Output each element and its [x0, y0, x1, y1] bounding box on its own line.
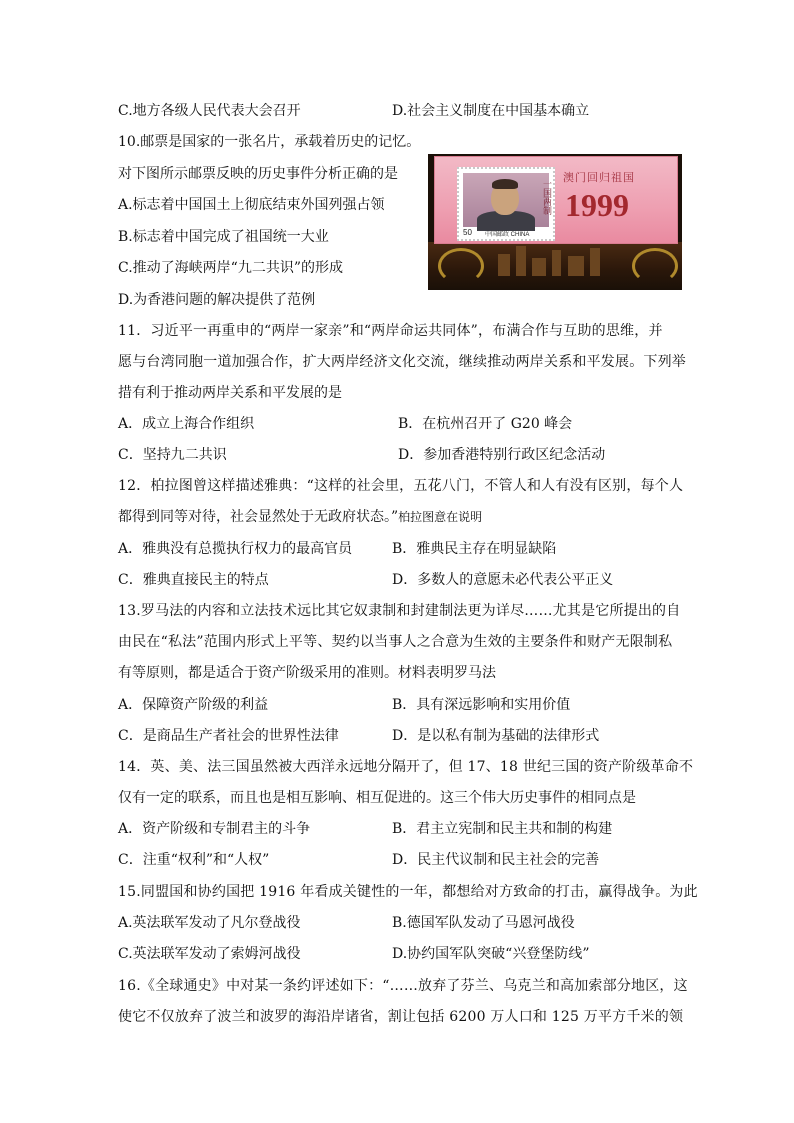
q13-option-b: B．具有深远影响和实用价值	[392, 697, 571, 713]
q11-stem-line3: 措有利于推动两岸关系和平发展的是	[118, 385, 342, 401]
stamp-year: 1999	[565, 187, 629, 223]
q14-option-b: B．君主立宪制和民主共和制的构建	[392, 821, 613, 837]
q14-stem-line2: 仅有一定的联系，而且也是相互影响、相互促进的。这三个伟大历史事件的相同点是	[118, 790, 636, 806]
q10-stem-line2: 对下图所示邮票反映的历史事件分析正确的是	[118, 166, 398, 182]
q13-stem-line3: 有等原则，都是适合于资产阶级采用的准则。材料表明罗马法	[118, 665, 496, 681]
q11-option-b: B．在杭州召开了 G20 峰会	[398, 416, 573, 432]
q12-option-a: A．雅典没有总揽执行权力的最高官员	[118, 541, 353, 557]
q11-stem: 11．习近平一再重申的“两岸一家亲”和“两岸命运共同体”，布满合作与互助的思维，并	[118, 323, 663, 339]
q11-option-a: A．成立上海合作组织	[118, 416, 255, 432]
q12-option-d: D．多数人的意愿未必代表公平正义	[392, 572, 614, 588]
q11-stem-line2: 愿与台湾同胞一道加强合作，扩大两岸经济文化交流，继续推动两岸关系和平发展。下列举	[118, 354, 686, 370]
stamp-calligraphy: 一国两制	[541, 179, 551, 215]
q10-option-d: D.为香港问题的解决提供了范例	[118, 292, 316, 308]
q12-option-c: C．雅典直接民主的特点	[118, 572, 269, 588]
q15-option-d: D.协约国军队突破“兴登堡防线”	[392, 946, 590, 962]
q10-option-b: B.标志着中国完成了祖国统一大业	[118, 229, 329, 245]
q11-option-d: D．参加香港特别行政区纪念活动	[398, 447, 606, 463]
q16-stem: 16.《全球通史》中对某一条约评述如下：“……放弃了芬兰、乌克兰和高加索部分地区，这	[118, 978, 688, 994]
q12-option-b: B．雅典民主存在明显缺陷	[392, 541, 557, 557]
q14-option-c: C．注重“权利”和“人权”	[118, 852, 270, 868]
dragon-ornament-right	[632, 248, 678, 284]
q13-option-a: A．保障资产阶级的利益	[118, 697, 269, 713]
q13-stem-line2: 由民在“私法”范围内形式上平等、契约以当事人之合意为生效的主要条件和财产无限制私	[118, 634, 673, 650]
q10-option-c: C.推动了海峡两岸“九二共识”的形成	[118, 260, 343, 276]
q9-option-d: D.社会主义制度在中国基本确立	[392, 103, 590, 119]
stamp	[457, 167, 555, 241]
q14-option-a: A．资产阶级和专制君主的斗争	[118, 821, 311, 837]
q13-stem: 13.罗马法的内容和立法技术远比其它奴隶制和封建制法更为详尽……尤其是它所提出的自	[118, 603, 681, 619]
q14-option-d: D．民主代议制和民主社会的完善	[392, 852, 600, 868]
q15-option-a: A.英法联军发动了凡尔登战役	[118, 915, 301, 931]
q12-stem: 12．柏拉图曾这样描述雅典：“这样的社会里，五花八门，不管人和人有没有区别，每个人	[118, 478, 684, 494]
q12-stem-line2: 都得到同等对待，社会显然处于无政府状态。”柏拉图意在说明	[118, 509, 483, 525]
q13-option-d: D．是以私有制为基础的法律形式	[392, 728, 600, 744]
q14-stem: 14．英、美、法三国虽然被大西洋永远地分隔开了，但 17、18 世纪三国的资产阶级革命不	[118, 759, 694, 775]
q13-option-c: C．是商品生产者社会的世界性法律	[118, 728, 339, 744]
q9-option-c: C.地方各级人民代表大会召开	[118, 103, 301, 119]
dragon-ornament-left	[438, 248, 484, 284]
q11-option-c: C．坚持九二共识	[118, 447, 227, 463]
q15-option-c: C.英法联军发动了索姆河战役	[118, 946, 301, 962]
stamp-value: 50	[463, 228, 472, 237]
macau-stamp-image	[428, 154, 682, 290]
q10-option-a: A.标志着中国国土上彻底结束外国列强占领	[118, 197, 385, 213]
q10-stem: 10.邮票是国家的一张名片，承载着历史的记忆。	[118, 134, 421, 150]
q15-stem: 15.同盟国和协约国把 1916 年看成关键性的一年，都想给对方致命的打击，赢得战争。为此	[118, 884, 698, 900]
q15-option-b: B.德国军队发动了马恩河战役	[392, 915, 575, 931]
q16-stem-line2: 使它不仅放弃了波兰和波罗的海沿岸诸省，割让包括 6200 万人口和 125 万平方千米的领	[118, 1009, 684, 1025]
stamp-souvenir-sheet	[434, 156, 678, 244]
stamp-country: 中国邮政 CHINA	[485, 232, 530, 238]
stamp-title: 澳门回归祖国	[563, 172, 635, 184]
